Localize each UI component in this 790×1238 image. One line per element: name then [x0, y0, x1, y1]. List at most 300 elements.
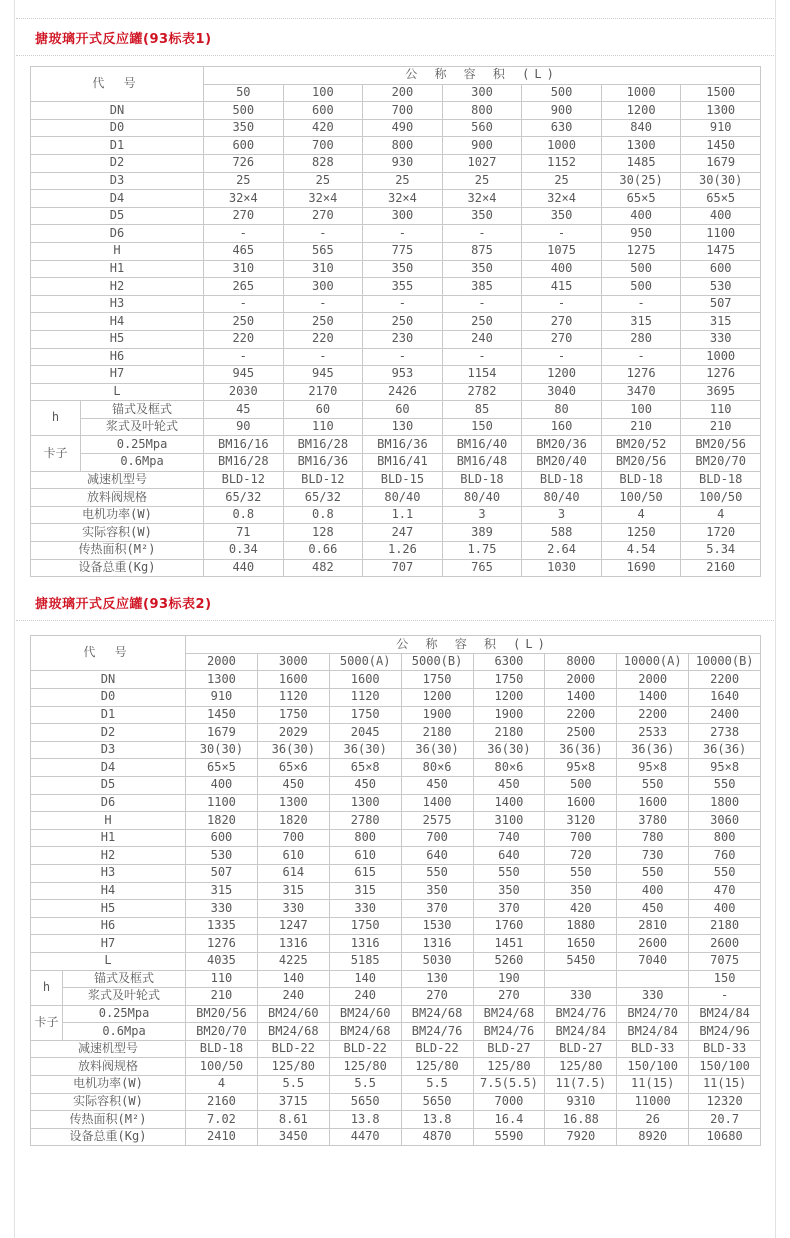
table-row — [31, 154, 761, 172]
data-cell: 2500 — [545, 724, 617, 742]
data-cell: 1400 — [473, 794, 545, 812]
data-cell: BLD-12 — [283, 471, 363, 489]
data-cell: 530 — [186, 847, 258, 865]
data-cell: 530 — [681, 278, 761, 296]
table-row — [31, 970, 761, 988]
data-cell: 65×5 — [186, 759, 258, 777]
data-cell: 5185 — [329, 952, 401, 970]
data-cell: 780 — [617, 829, 689, 847]
table-row — [31, 917, 761, 935]
data-cell: - — [283, 295, 363, 313]
data-cell: BM20/52 — [601, 436, 681, 454]
data-cell: 85 — [442, 401, 522, 419]
data-cell: 2600 — [617, 935, 689, 953]
data-cell: 945 — [283, 366, 363, 384]
data-cell: 1154 — [442, 366, 522, 384]
data-cell: 80/40 — [363, 489, 443, 507]
data-cell: 36(36) — [689, 741, 761, 759]
row-label: DN — [31, 102, 204, 120]
data-cell: BM24/84 — [545, 1023, 617, 1041]
data-cell: 32×4 — [283, 190, 363, 208]
data-cell: BLD-18 — [522, 471, 602, 489]
data-cell: 800 — [363, 137, 443, 155]
data-cell: 45 — [204, 401, 284, 419]
data-cell: 930 — [363, 154, 443, 172]
table-row — [31, 706, 761, 724]
data-cell: 36(30) — [329, 741, 401, 759]
row-label: 实际容积(W) — [31, 524, 204, 542]
data-cell: 1820 — [186, 812, 258, 830]
data-cell: 140 — [329, 970, 401, 988]
row-label: D6 — [31, 794, 186, 812]
data-cell: 90 — [204, 418, 284, 436]
data-cell: 1300 — [329, 794, 401, 812]
row-label: 减速机型号 — [31, 471, 204, 489]
row-label: H — [31, 242, 204, 260]
data-cell: 450 — [329, 776, 401, 794]
row-label: H7 — [31, 366, 204, 384]
spec-table-1 — [30, 66, 761, 577]
data-cell: 828 — [283, 154, 363, 172]
data-cell: 25 — [204, 172, 284, 190]
section-title-1: 搪玻璃开式反应罐(93标表1) — [35, 32, 212, 47]
column-header: 8000 — [545, 653, 617, 671]
data-cell: 415 — [522, 278, 602, 296]
row-sublabel: 锚式及框式 — [81, 401, 204, 419]
column-header: 1000 — [601, 84, 681, 102]
data-cell: 1300 — [681, 102, 761, 120]
data-cell: 700 — [401, 829, 473, 847]
data-cell: 25 — [522, 172, 602, 190]
data-cell: 1120 — [329, 689, 401, 707]
data-cell: 128 — [283, 524, 363, 542]
data-cell: 11(15) — [689, 1076, 761, 1094]
data-cell: 270 — [204, 207, 284, 225]
data-cell: 950 — [601, 225, 681, 243]
data-cell: 1600 — [329, 671, 401, 689]
table-row — [31, 225, 761, 243]
data-cell: 2160 — [681, 559, 761, 577]
data-cell: 160 — [522, 418, 602, 436]
data-cell: 330 — [681, 330, 761, 348]
data-cell: 5.34 — [681, 542, 761, 560]
data-cell: 1485 — [601, 154, 681, 172]
data-cell: 550 — [689, 864, 761, 882]
table-row — [31, 847, 761, 865]
row-label: H4 — [31, 313, 204, 331]
data-cell: 11000 — [617, 1093, 689, 1111]
column-header: 1500 — [681, 84, 761, 102]
data-cell: 3040 — [522, 383, 602, 401]
data-cell: BLD-15 — [363, 471, 443, 489]
group-label: h — [31, 970, 63, 1005]
data-cell: 470 — [689, 882, 761, 900]
row-label: 传热面积(M²) — [31, 542, 204, 560]
data-cell: 36(30) — [257, 741, 329, 759]
data-cell: BLD-18 — [186, 1040, 258, 1058]
data-cell: 5030 — [401, 952, 473, 970]
data-cell: 1650 — [545, 935, 617, 953]
column-header: 2000 — [186, 653, 258, 671]
data-cell: BM16/48 — [442, 454, 522, 472]
data-cell: 1276 — [601, 366, 681, 384]
row-label: D1 — [31, 706, 186, 724]
data-cell: 2160 — [186, 1093, 258, 1111]
row-label: D2 — [31, 724, 186, 742]
row-sublabel: 0.25Mpa — [81, 436, 204, 454]
data-cell: 3470 — [601, 383, 681, 401]
data-cell: 65×8 — [329, 759, 401, 777]
data-cell: 125/80 — [545, 1058, 617, 1076]
data-cell: BM20/56 — [186, 1005, 258, 1023]
row-label: H5 — [31, 330, 204, 348]
data-cell: 389 — [442, 524, 522, 542]
data-cell: 80×6 — [473, 759, 545, 777]
data-cell: BM20/70 — [681, 454, 761, 472]
data-cell: 350 — [442, 207, 522, 225]
data-cell: 1300 — [601, 137, 681, 155]
table-row — [31, 506, 761, 524]
data-cell: 3780 — [617, 812, 689, 830]
data-cell: 65/32 — [204, 489, 284, 507]
data-cell: 2200 — [617, 706, 689, 724]
data-cell: 130 — [363, 418, 443, 436]
data-cell: 4 — [186, 1076, 258, 1094]
data-cell: - — [442, 225, 522, 243]
table-row — [31, 952, 761, 970]
data-cell: 760 — [689, 847, 761, 865]
data-cell: 1030 — [522, 559, 602, 577]
data-cell: 560 — [442, 119, 522, 137]
data-cell: BM20/36 — [522, 436, 602, 454]
data-cell: 2780 — [329, 812, 401, 830]
data-cell: 130 — [401, 970, 473, 988]
data-cell: 350 — [363, 260, 443, 278]
data-cell: 7040 — [617, 952, 689, 970]
data-cell: 2180 — [401, 724, 473, 742]
data-cell: 2.64 — [522, 542, 602, 560]
data-cell: 600 — [186, 829, 258, 847]
table-row — [31, 542, 761, 560]
data-cell: 80/40 — [442, 489, 522, 507]
table-row — [31, 278, 761, 296]
data-cell: BM24/84 — [617, 1023, 689, 1041]
row-label: 电机功率(W) — [31, 1076, 186, 1094]
data-cell: - — [522, 295, 602, 313]
data-cell: BM16/16 — [204, 436, 284, 454]
data-cell: 265 — [204, 278, 284, 296]
data-cell: 1880 — [545, 917, 617, 935]
data-cell: 3 — [442, 506, 522, 524]
data-cell: 247 — [363, 524, 443, 542]
data-cell: 1760 — [473, 917, 545, 935]
content-frame — [14, 0, 776, 1238]
data-cell: 300 — [283, 278, 363, 296]
data-cell: 1679 — [186, 724, 258, 742]
row-label: H1 — [31, 260, 204, 278]
data-cell: 1640 — [689, 689, 761, 707]
data-cell: 25 — [283, 172, 363, 190]
data-cell: 1690 — [601, 559, 681, 577]
data-cell: 95×8 — [689, 759, 761, 777]
data-cell: 150/100 — [689, 1058, 761, 1076]
data-cell: 400 — [522, 260, 602, 278]
data-cell: 5450 — [545, 952, 617, 970]
row-label: D0 — [31, 119, 204, 137]
data-cell: 100/50 — [186, 1058, 258, 1076]
data-cell: 5.5 — [401, 1076, 473, 1094]
data-cell: - — [204, 348, 284, 366]
table-row — [31, 137, 761, 155]
data-cell: 315 — [329, 882, 401, 900]
data-cell: 2045 — [329, 724, 401, 742]
data-cell: 2810 — [617, 917, 689, 935]
data-cell: 1750 — [329, 917, 401, 935]
data-cell: 630 — [522, 119, 602, 137]
row-label: 放料阀规格 — [31, 489, 204, 507]
table-row — [31, 1128, 761, 1146]
data-cell: 610 — [329, 847, 401, 865]
data-cell: 450 — [257, 776, 329, 794]
data-cell: - — [363, 295, 443, 313]
data-cell: - — [442, 295, 522, 313]
data-cell: 1900 — [473, 706, 545, 724]
data-cell: 350 — [473, 882, 545, 900]
table-row — [31, 559, 761, 577]
data-cell: 80×6 — [401, 759, 473, 777]
data-cell: BLD-18 — [601, 471, 681, 489]
data-cell: 2533 — [617, 724, 689, 742]
data-cell: 16.4 — [473, 1111, 545, 1129]
row-label: 减速机型号 — [31, 1040, 186, 1058]
data-cell: 900 — [522, 102, 602, 120]
table-row — [31, 330, 761, 348]
row-label: H2 — [31, 278, 204, 296]
data-cell: 800 — [329, 829, 401, 847]
data-cell: 65×5 — [601, 190, 681, 208]
data-cell: 7000 — [473, 1093, 545, 1111]
row-label: H1 — [31, 829, 186, 847]
data-cell: 330 — [545, 988, 617, 1006]
table-row — [31, 1093, 761, 1111]
data-cell: 1800 — [689, 794, 761, 812]
data-cell: 315 — [257, 882, 329, 900]
data-cell: BM20/70 — [186, 1023, 258, 1041]
table-row — [31, 900, 761, 918]
table-row — [31, 401, 761, 419]
data-cell: 3100 — [473, 812, 545, 830]
data-cell: 36(36) — [617, 741, 689, 759]
data-cell: 100/50 — [681, 489, 761, 507]
capacity-header: 公 称 容 积 (L) — [186, 636, 761, 654]
table-row — [31, 864, 761, 882]
data-cell: 550 — [545, 864, 617, 882]
data-cell: 400 — [617, 882, 689, 900]
data-cell: 30(25) — [601, 172, 681, 190]
data-cell: 25 — [442, 172, 522, 190]
data-cell: 1250 — [601, 524, 681, 542]
data-cell: 355 — [363, 278, 443, 296]
table-row — [31, 418, 761, 436]
row-label: H — [31, 812, 186, 830]
data-cell: 330 — [617, 988, 689, 1006]
data-cell: 640 — [473, 847, 545, 865]
table-row — [31, 172, 761, 190]
data-cell: BM24/84 — [689, 1005, 761, 1023]
data-cell: 740 — [473, 829, 545, 847]
data-cell: 500 — [204, 102, 284, 120]
data-cell: 600 — [204, 137, 284, 155]
spec-table-2 — [30, 635, 761, 1146]
data-cell: 1100 — [681, 225, 761, 243]
data-cell: 5590 — [473, 1128, 545, 1146]
data-cell: 8920 — [617, 1128, 689, 1146]
data-cell — [617, 970, 689, 988]
data-cell: - — [363, 348, 443, 366]
data-cell: 210 — [186, 988, 258, 1006]
data-cell: BM20/56 — [681, 436, 761, 454]
data-cell: 0.8 — [283, 506, 363, 524]
data-cell: 370 — [401, 900, 473, 918]
data-cell: 490 — [363, 119, 443, 137]
data-cell: 315 — [186, 882, 258, 900]
data-cell: 310 — [204, 260, 284, 278]
data-cell: 11(15) — [617, 1076, 689, 1094]
data-cell: 2170 — [283, 383, 363, 401]
data-cell: 220 — [204, 330, 284, 348]
table-row — [31, 260, 761, 278]
table-row — [31, 1076, 761, 1094]
table-row — [31, 794, 761, 812]
data-cell: 210 — [681, 418, 761, 436]
data-cell: BLD-33 — [617, 1040, 689, 1058]
data-cell: 1750 — [329, 706, 401, 724]
data-cell: 270 — [283, 207, 363, 225]
data-cell: BM20/40 — [522, 454, 602, 472]
data-cell: 7.5(5.5) — [473, 1076, 545, 1094]
data-cell: 36(30) — [401, 741, 473, 759]
data-cell: 1316 — [401, 935, 473, 953]
row-label: H3 — [31, 864, 186, 882]
table-container-2 — [15, 621, 775, 1146]
data-cell: - — [363, 225, 443, 243]
data-cell: 1300 — [186, 671, 258, 689]
data-cell: BM24/68 — [329, 1023, 401, 1041]
data-cell: 4.54 — [601, 542, 681, 560]
data-cell: 270 — [522, 313, 602, 331]
data-cell: 140 — [257, 970, 329, 988]
row-label: D4 — [31, 190, 204, 208]
data-cell: 2426 — [363, 383, 443, 401]
data-cell: BM16/41 — [363, 454, 443, 472]
data-cell: 300 — [363, 207, 443, 225]
data-cell: 330 — [257, 900, 329, 918]
data-cell: BM24/70 — [617, 1005, 689, 1023]
data-cell: 3060 — [689, 812, 761, 830]
row-label: 放料阀规格 — [31, 1058, 186, 1076]
row-label: DN — [31, 671, 186, 689]
data-cell: 1400 — [545, 689, 617, 707]
table-row — [31, 190, 761, 208]
row-label: H7 — [31, 935, 186, 953]
data-cell: 2400 — [689, 706, 761, 724]
data-cell: 550 — [689, 776, 761, 794]
data-cell: 60 — [363, 401, 443, 419]
data-cell: 250 — [204, 313, 284, 331]
data-cell: 350 — [522, 207, 602, 225]
data-cell: 482 — [283, 559, 363, 577]
data-cell: 720 — [545, 847, 617, 865]
data-cell: 7.02 — [186, 1111, 258, 1129]
table-row — [31, 366, 761, 384]
data-cell: 0.34 — [204, 542, 284, 560]
data-cell: 1200 — [401, 689, 473, 707]
column-header: 200 — [363, 84, 443, 102]
data-cell: - — [442, 348, 522, 366]
table-row — [31, 1111, 761, 1129]
data-cell: - — [204, 295, 284, 313]
data-cell: 700 — [283, 137, 363, 155]
group-label: 卡子 — [31, 436, 81, 471]
data-cell: BLD-18 — [442, 471, 522, 489]
data-cell: 3695 — [681, 383, 761, 401]
row-label: 实际容积(W) — [31, 1093, 186, 1111]
table-row — [31, 882, 761, 900]
row-label: 设备总重(Kg) — [31, 1128, 186, 1146]
data-cell: 400 — [601, 207, 681, 225]
data-cell: 95×8 — [617, 759, 689, 777]
data-cell: 1679 — [681, 154, 761, 172]
data-cell: 32×4 — [442, 190, 522, 208]
row-label: H6 — [31, 917, 186, 935]
data-cell: 65/32 — [283, 489, 363, 507]
data-cell: 110 — [681, 401, 761, 419]
data-cell: 125/80 — [401, 1058, 473, 1076]
data-cell: 2029 — [257, 724, 329, 742]
row-label: D0 — [31, 689, 186, 707]
data-cell: 600 — [681, 260, 761, 278]
data-cell: BM24/60 — [257, 1005, 329, 1023]
table-row — [31, 1005, 761, 1023]
data-cell: 4035 — [186, 952, 258, 970]
data-cell: 550 — [617, 864, 689, 882]
data-cell: 4870 — [401, 1128, 473, 1146]
data-cell: 1451 — [473, 935, 545, 953]
data-cell: 640 — [401, 847, 473, 865]
data-cell: 2410 — [186, 1128, 258, 1146]
row-label: 电机功率(W) — [31, 506, 204, 524]
data-cell: BLD-22 — [401, 1040, 473, 1058]
data-cell: 125/80 — [473, 1058, 545, 1076]
data-cell: BM24/76 — [545, 1005, 617, 1023]
data-cell: 1200 — [522, 366, 602, 384]
data-cell: 588 — [522, 524, 602, 542]
data-cell: 507 — [186, 864, 258, 882]
data-cell: BM16/28 — [283, 436, 363, 454]
table-row — [31, 436, 761, 454]
data-cell: - — [601, 348, 681, 366]
data-cell: 1600 — [617, 794, 689, 812]
table-row — [31, 1058, 761, 1076]
data-cell: 2000 — [617, 671, 689, 689]
table-row — [31, 759, 761, 777]
data-cell: 1600 — [257, 671, 329, 689]
data-cell: 1.75 — [442, 542, 522, 560]
data-cell: - — [283, 225, 363, 243]
data-cell: 71 — [204, 524, 284, 542]
data-cell: 36(36) — [545, 741, 617, 759]
data-cell: 125/80 — [257, 1058, 329, 1076]
